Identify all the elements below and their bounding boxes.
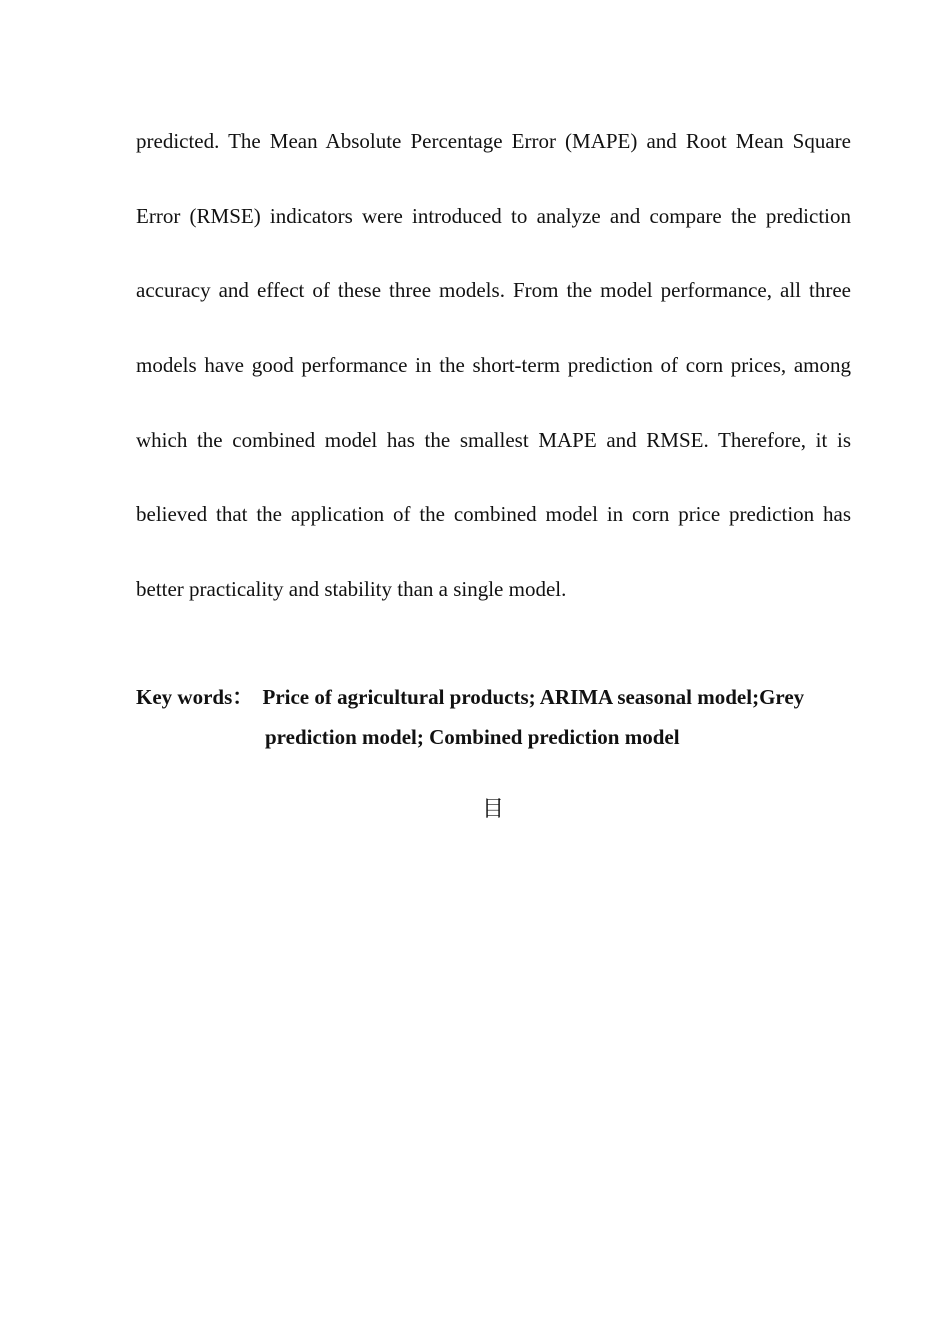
abstract-line: believed that the application of the combined model in corn price prediction has: [136, 502, 851, 526]
abstract-line: accuracy and effect of these three models. From the model performance, all three: [136, 278, 851, 302]
keywords-line-1: Price of agricultural products; ARIMA seasonal model;Grey: [262, 685, 805, 709]
keywords-block: [136, 677, 851, 757]
abstract-line: predicted. The Mean Absolute Percentage Error (MAPE) and Root Mean Square: [136, 129, 851, 153]
abstract-line: models have good performance in the short-term prediction of corn prices, among: [136, 353, 851, 377]
keywords-line-2: prediction model; Combined prediction model: [265, 725, 680, 749]
abstract-line: Error (RMSE) indicators were introduced to analyze and compare the prediction: [136, 204, 851, 228]
abstract-line: better practicality and stability than a single model.: [136, 577, 567, 601]
abstract-line: which the combined model has the smallest MAPE and RMSE. Therefore, it is: [136, 428, 851, 452]
toc-heading: 目: [482, 797, 505, 822]
keywords-colon: ：: [232, 685, 254, 709]
keywords-label: Key words: [136, 685, 233, 709]
